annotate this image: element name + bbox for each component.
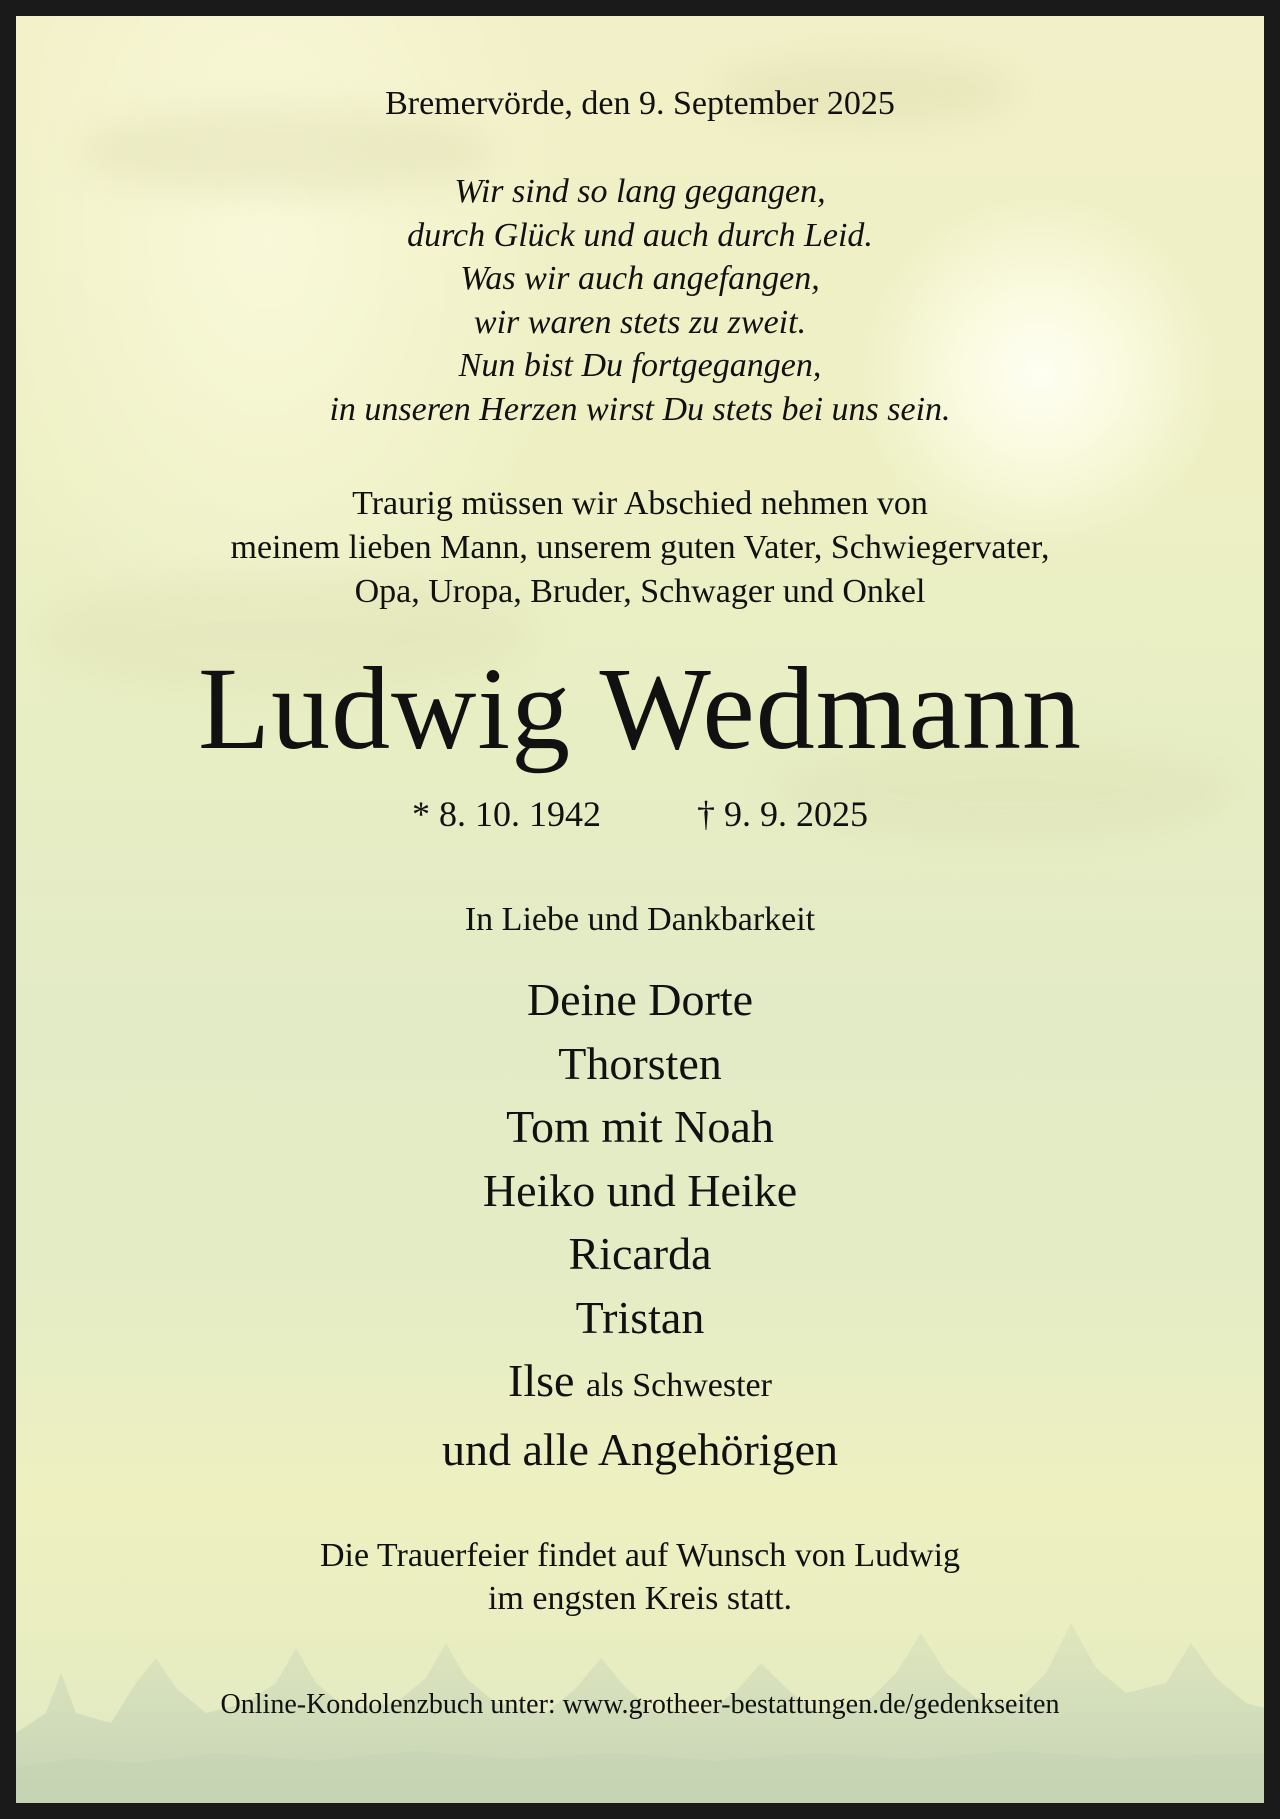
mourner-name: Thorsten [558, 1037, 722, 1089]
poem-line: wir waren stets zu zweit. [473, 303, 807, 341]
mourner-name: Heiko und Heike [482, 1164, 798, 1216]
announcement-intro [16, 482, 1264, 614]
intro-line: meinem lieben Mann, unserem guten Vater, Schwiegervater, [230, 529, 1050, 566]
life-dates [16, 792, 1264, 836]
thanks-line: In Liebe und Dankbarkeit [464, 901, 816, 938]
death-date: † 9. 9. 2025 [697, 794, 868, 834]
mourner-name: Tom mit Noah [506, 1101, 774, 1152]
deceased-name: Ludwig Wedmann [198, 643, 1082, 774]
place-and-date: Bremervörde, den 9. September 2025 [385, 85, 895, 122]
ceremony-line: Die Trauerfeier findet auf Wunsch von Ludwig [319, 1537, 961, 1574]
poem-line: Wir sind so lang gegangen, [454, 173, 826, 210]
sibling-entry [16, 1349, 1264, 1418]
intro-line: Traurig müssen wir Abschied nehmen von [352, 485, 928, 522]
family-closing: und alle Angehörigen [441, 1423, 838, 1475]
mourner-name: Tristan [575, 1291, 705, 1343]
ceremony-note [16, 1534, 1264, 1620]
mourners-list [16, 968, 1264, 1481]
online-condolence-book: Online-Kondolenzbuch unter: www.grotheer-bestattungen.de/gedenkseiten [220, 1689, 1060, 1720]
poem-line: in unseren Herzen wirst Du stets bei uns sein. [329, 390, 951, 428]
obituary-notice [16, 16, 1264, 1803]
intro-line: Opa, Uropa, Bruder, Schwager und Onkel [354, 573, 926, 610]
poem-line: Nun bist Du fortgegangen, [458, 347, 822, 384]
mourner-name: Deine Dorte [526, 974, 754, 1025]
birth-date: * 8. 10. 1942 [412, 794, 601, 834]
poem-line: durch Glück und auch durch Leid. [407, 216, 873, 254]
mourner-name: Ricarda [568, 1228, 712, 1279]
poem-line: Was wir auch angefangen, [460, 260, 820, 297]
poem [16, 170, 1264, 431]
sibling-name: Ilse [508, 1355, 575, 1406]
sibling-relation: als Schwester [585, 1367, 772, 1404]
ceremony-line: im engsten Kreis statt. [487, 1580, 793, 1617]
